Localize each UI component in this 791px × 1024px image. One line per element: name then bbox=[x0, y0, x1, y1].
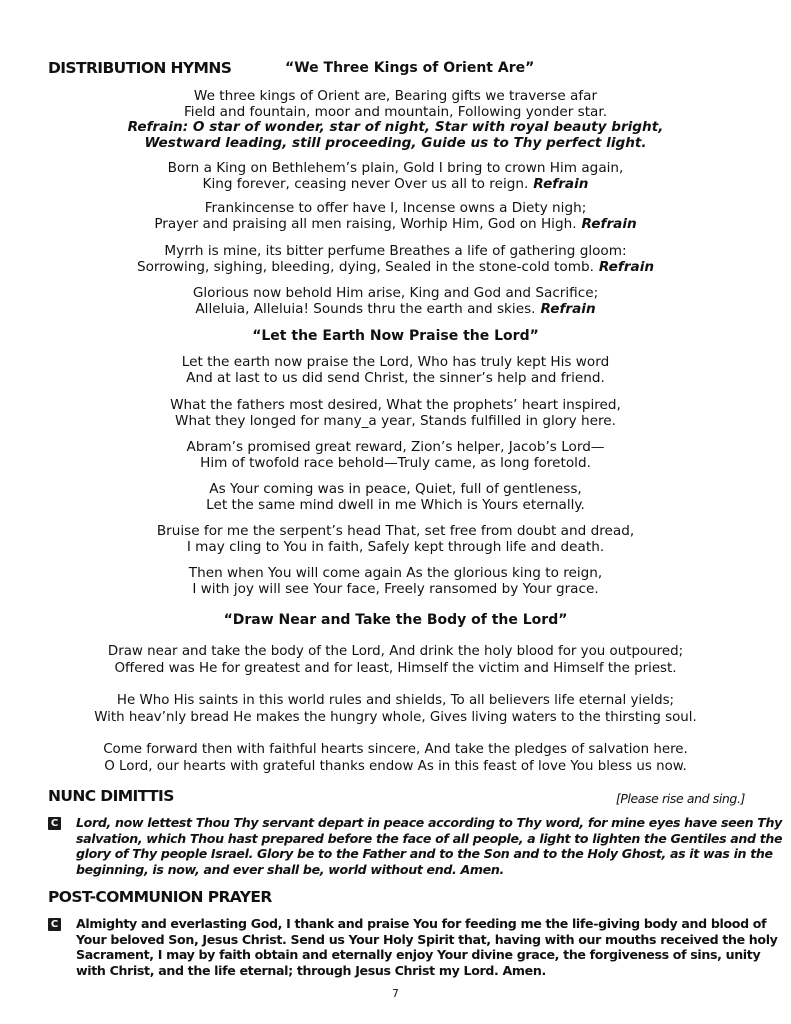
verse-line: Field and fountain, moor and mountain, Following yonder star. bbox=[183, 103, 608, 120]
nunc-dimittis-response bbox=[48, 815, 783, 879]
verse-line: What the fathers most desired, What the prophets’ heart inspired, bbox=[170, 397, 621, 413]
verse-line: O Lord, our hearts with grateful thanks endow As in this feast of love You bless us now. bbox=[104, 759, 687, 774]
hymn2-verse-6 bbox=[0, 566, 791, 597]
refrain-cue: Refrain bbox=[581, 215, 637, 232]
verse-line: Him of twofold race behold—Truly came, as long foretold. bbox=[200, 454, 591, 471]
verse-line: Offered was He for greatest and for least, Himself the victim and Himself the priest. bbox=[114, 661, 677, 676]
refrain-cue: Refrain bbox=[533, 175, 589, 192]
verse-line: We three kings of Orient are, Bearing gifts we traverse afar bbox=[193, 88, 598, 104]
congregation-badge-icon: C bbox=[48, 918, 61, 931]
hymn3-verse-2 bbox=[0, 692, 791, 726]
verse-line: Sorrowing, sighing, bleeding, dying, Sealed in the stone-cold tomb. bbox=[136, 258, 594, 275]
hymn-title-let-the-earth: “Let the Earth Now Praise the Lord” bbox=[252, 328, 539, 344]
verse-line: Alleluia, Alleluia! Sounds thru the earth and skies. bbox=[195, 300, 536, 317]
response-line: with Christ, and the life eternal; through Jesus Christ my Lord. Amen. bbox=[76, 962, 546, 978]
verse-line: Come forward then with faithful hearts sincere, And take the pledges of salvation here. bbox=[103, 742, 688, 757]
refrain-cue: Refrain bbox=[598, 258, 655, 275]
response-line: Almighty and everlasting God, I thank and praise You for feeding me the life-giving body and blood of bbox=[76, 916, 767, 931]
verse-line: King forever, ceasing never Over us all to reign. bbox=[202, 175, 529, 192]
verse-line: I may cling to You in faith, Safely kept through life and death. bbox=[186, 538, 605, 555]
hymn-title-we-three-kings: “We Three Kings of Orient Are” bbox=[285, 60, 535, 76]
refrain-line: Refrain: O star of wonder, star of night, Star with royal beauty bright, bbox=[127, 119, 664, 136]
hymn1-verse-1 bbox=[0, 89, 791, 151]
response-line: Your beloved Son, Jesus Christ. Send us Your Holy Spirit that, having with our mouths received the holy bbox=[76, 931, 778, 947]
verse-line: Let the same mind dwell in me Which is Yours eternally. bbox=[206, 496, 585, 513]
verse-line: Abram’s promised great reward, Zion’s helper, Jacob’s Lord— bbox=[186, 439, 605, 455]
post-communion-text bbox=[76, 916, 778, 978]
verse-line: With heav’nly bread He makes the hungry whole, Gives living waters to the thirsting soul. bbox=[94, 710, 697, 725]
verse-line: Let the earth now praise the Lord, Who has truly kept His word bbox=[181, 354, 610, 370]
nunc-dimittis-heading: NUNC DIMITTIS bbox=[48, 787, 174, 805]
response-line: Lord, now lettest Thou Thy servant depart in peace according to Thy word, for mine eyes have seen Thy bbox=[76, 815, 782, 830]
hymn1-verse-5 bbox=[0, 286, 791, 317]
refrain-cue: Refrain bbox=[540, 300, 596, 317]
hymn3-verse-1 bbox=[0, 643, 791, 677]
hymn1-verse-4 bbox=[0, 244, 791, 275]
response-line: Sacrament, I may by faith obtain and eternally enjoy Your divine grace, the forgiveness of sins, unity bbox=[76, 947, 761, 963]
distribution-hymns-heading: DISTRIBUTION HYMNS bbox=[48, 59, 232, 77]
nunc-dimittis-text bbox=[76, 815, 783, 877]
verse-line: Myrrh is mine, its bitter perfume Breathes a life of gathering gloom: bbox=[164, 243, 627, 259]
verse-line: I with joy will see Your face, Freely ransomed by Your grace. bbox=[192, 580, 599, 597]
response-line: salvation, which Thou hast prepared before the face of all people, a light to lighten the Gentiles and the bbox=[76, 830, 783, 846]
rubric-rise-and-sing: [Please rise and sing.] bbox=[615, 791, 745, 806]
verse-line: He Who His saints in this world rules and shields, To all believers life eternal yields; bbox=[116, 693, 675, 708]
verse-line: Frankincense to offer have I, Incense owns a Diety nigh; bbox=[204, 200, 587, 216]
response-line: glory of Thy people Israel. Glory be to the Father and to the Son and to the Holy Ghost, as it was in the bbox=[76, 846, 773, 862]
hymn2-verse-1 bbox=[0, 355, 791, 386]
hymn2-verse-2 bbox=[0, 398, 791, 429]
verse-line: As Your coming was in peace, Quiet, full of gentleness, bbox=[209, 481, 582, 497]
verse-line: And at last to us did send Christ, the sinner’s help and friend. bbox=[186, 369, 605, 386]
hymn2-verse-5 bbox=[0, 524, 791, 555]
verse-line: Then when You will come again As the glorious king to reign, bbox=[188, 565, 603, 581]
hymn2-verse-3 bbox=[0, 440, 791, 471]
verse-line: Prayer and praising all men raising, Worhip Him, God on High. bbox=[154, 215, 577, 232]
refrain-line: Westward leading, still proceeding, Guide us to Thy perfect light. bbox=[144, 134, 647, 151]
hymn3-verse-3 bbox=[0, 741, 791, 775]
hymn-title-draw-near: “Draw Near and Take the Body of the Lord” bbox=[223, 612, 568, 628]
post-communion-heading: POST-COMMUNION PRAYER bbox=[48, 888, 272, 906]
verse-line: Glorious now behold Him arise, King and God and Sacrifice; bbox=[192, 285, 599, 301]
response-line: beginning, is now, and ever shall be, world without end. Amen. bbox=[76, 861, 504, 877]
verse-line: Born a King on Bethlehem’s plain, Gold I bring to crown Him again, bbox=[167, 160, 624, 176]
congregation-badge-icon: C bbox=[48, 817, 61, 830]
hymn2-verse-4 bbox=[0, 482, 791, 513]
post-communion-response bbox=[48, 916, 778, 980]
hymn1-verse-3 bbox=[0, 201, 791, 232]
verse-line: What they longed for many_a year, Stands fulfilled in glory here. bbox=[175, 412, 616, 429]
verse-line: Draw near and take the body of the Lord, And drink the holy blood for you outpoured; bbox=[107, 644, 684, 659]
hymn1-verse-2 bbox=[0, 161, 791, 192]
page-number: 7 bbox=[392, 988, 399, 1000]
verse-line: Bruise for me the serpent’s head That, set free from doubt and dread, bbox=[156, 523, 635, 539]
